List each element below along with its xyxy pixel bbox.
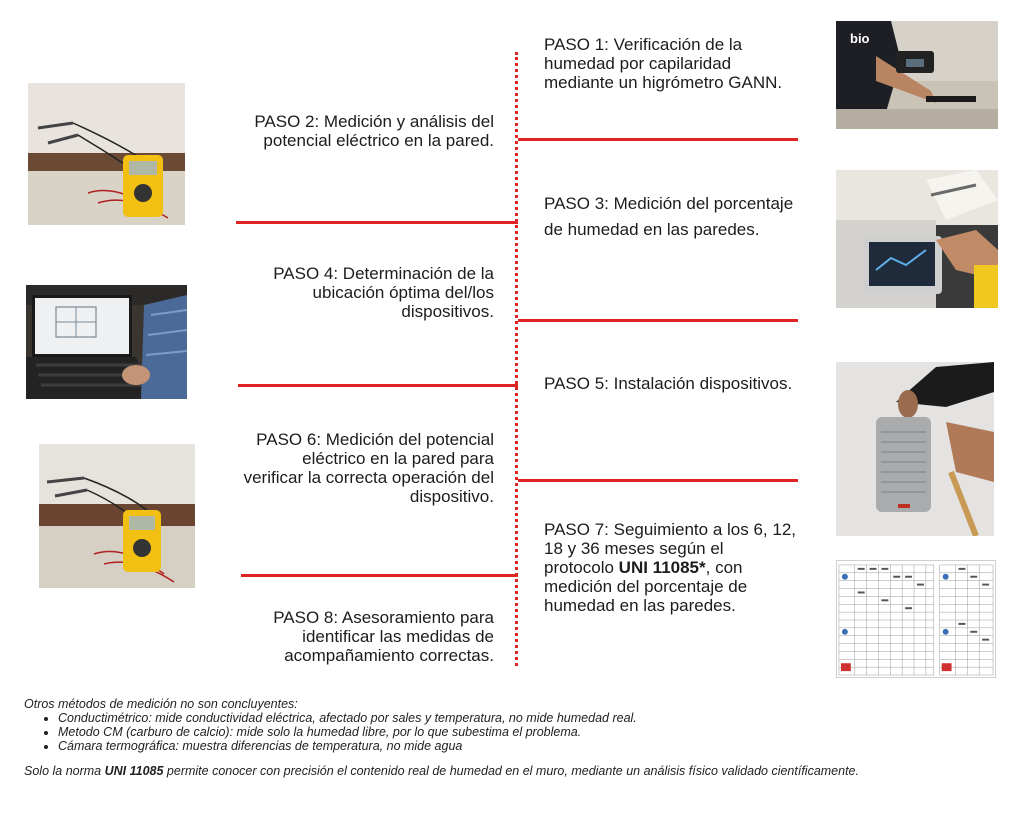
connector-step3 (518, 319, 798, 322)
connector-step5 (518, 479, 798, 482)
step-7-text-b: , con medición del porcentaje de humedad en las paredes. (544, 558, 748, 615)
final-statement (24, 764, 864, 779)
photo-laptop (26, 285, 187, 399)
notes-item: • Conductimétrico: mide conductividad eléctrica, afectado por sales y temperatura, no mide humedad real. (58, 711, 844, 725)
final-text-post: permite conocer con precisión el contenido real de humedad en el muro, mediante un análisis físico validado científicamente. (163, 764, 859, 778)
notes-list (24, 711, 844, 753)
final-text-pre: Solo la norma (24, 764, 105, 778)
photo-brand-text: bio (850, 31, 870, 46)
connector-step6 (241, 574, 518, 577)
other-methods-notes (24, 697, 844, 753)
photo-device-installation (836, 362, 994, 536)
photo-tablet-measurement (836, 170, 998, 308)
connector-step4 (238, 384, 518, 387)
notes-item: • Cámara termográfica: muestra diferencias de temperatura, no mide agua (58, 739, 844, 753)
connector-step2 (236, 221, 518, 224)
step-8-text: PASO 8: Asesoramiento para identificar las medidas de acompañamiento correctas. (273, 608, 494, 665)
photo-multimeter-1 (28, 83, 185, 225)
photo-multimeter-2 (39, 444, 195, 588)
step-7-text (544, 520, 796, 615)
step-3-text: PASO 3: Medición del porcentaje de humedad en las paredes. (544, 194, 794, 239)
step-6-text: PASO 6: Medición del potencial eléctrico en la pared para verificar la correcta operación del dispositivo. (243, 430, 494, 506)
notes-title: Otros métodos de medición no son concluyentes: (24, 697, 298, 711)
step-5-text: PASO 5: Instalación dispositivos. (544, 374, 793, 393)
step-2-text: PASO 2: Medición y análisis del potencial eléctrico en la pared. (254, 112, 494, 150)
final-norm: UNI 11085 (104, 764, 164, 778)
connector-step1 (518, 138, 798, 141)
step-4-text: PASO 4: Determinación de la ubicación óptima del/los dispositivos. (273, 264, 494, 321)
photo-hygrometer (836, 21, 998, 129)
notes-item: • Metodo CM (carburo de calcio): mide solo la humedad libre, por lo que subestima el problema. (58, 725, 844, 739)
photo-measurement-table (836, 560, 996, 678)
step-7-text-a: PASO 7: Seguimiento a los 6, 12, 18 y 36 meses según el protocolo (544, 520, 796, 577)
step-1-text: PASO 1: Verificación de la humedad por capilaridad mediante un higrómetro GANN. (544, 35, 783, 92)
step-7-protocol: UNI 11085* (618, 558, 706, 577)
